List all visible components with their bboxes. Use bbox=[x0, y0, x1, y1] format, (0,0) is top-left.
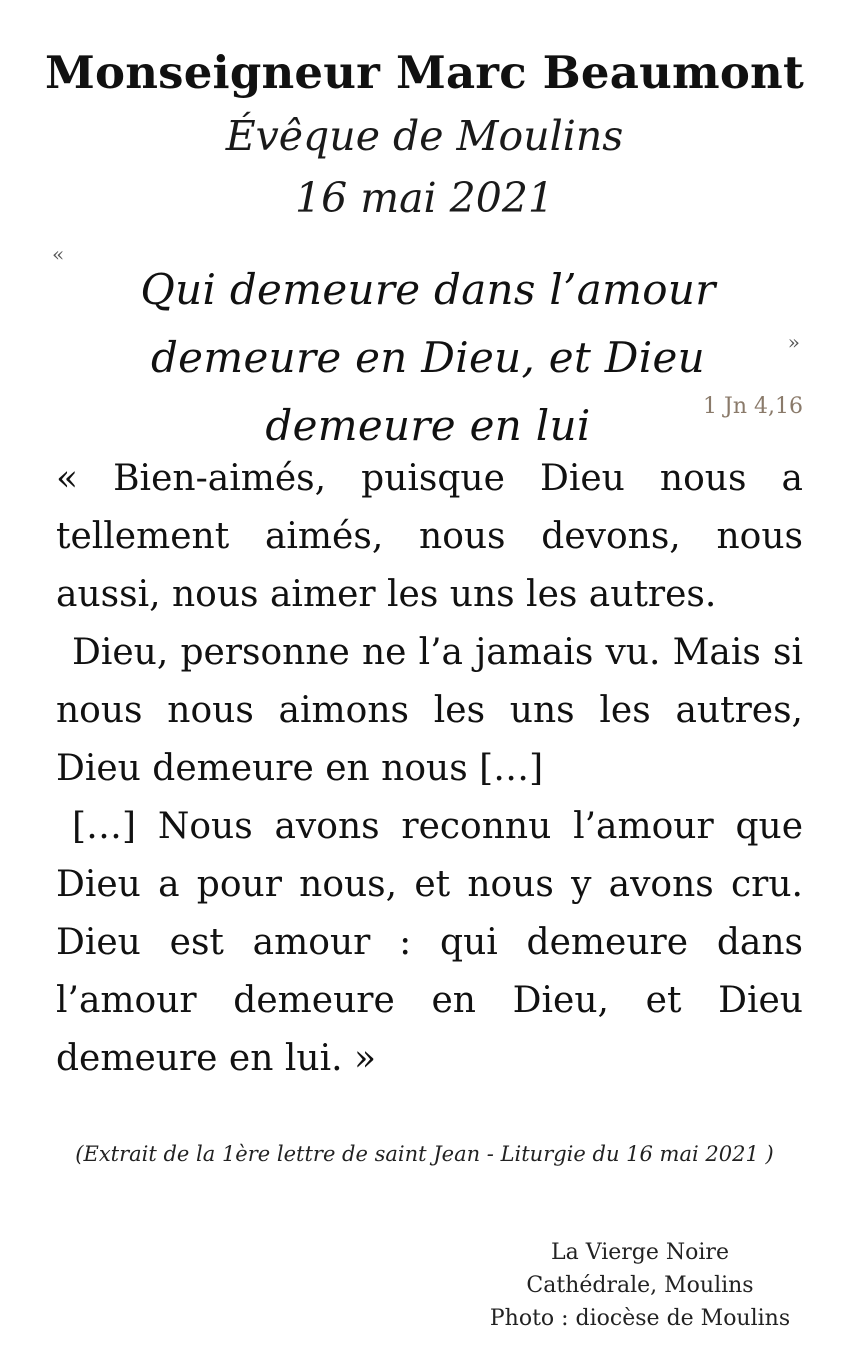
bishop-role: Évêque de Moulins bbox=[225, 112, 624, 160]
photo-caption bbox=[470, 1236, 810, 1335]
bishop-name: Monseigneur Marc Beaumont bbox=[45, 46, 804, 99]
caption-line: La Vierge Noire bbox=[551, 1240, 729, 1265]
quote-text: Qui demeure dans l’amour demeure en Dieu, et Dieu demeure en lui bbox=[140, 265, 716, 450]
extract-source: (Extrait de la 1ère lettre de saint Jean - Liturgie du 16 mai 2021 ) bbox=[75, 1142, 774, 1166]
body-paragraph: « Bien-aimés, puisque Dieu nous a tellement aimés, nous devons, nous aussi, nous aimer les uns les autres. bbox=[56, 458, 803, 615]
caption-line: Photo : diocèse de Moulins bbox=[489, 1306, 791, 1331]
scripture-reference: 1 Jn 4,16 bbox=[703, 394, 803, 419]
body-text bbox=[56, 450, 803, 1088]
date: 16 mai 2021 bbox=[294, 174, 554, 222]
body-paragraph: […] Nous avons reconnu l’amour que Dieu a pour nous, et nous y avons cru. Dieu est amour : qui demeure dans l’amour demeure en Dieu, et Dieu demeure en lui. » bbox=[56, 806, 803, 1079]
caption-line: Cathédrale, Moulins bbox=[526, 1273, 754, 1298]
quote-open-mark: « bbox=[52, 242, 65, 266]
quote-close-mark: » bbox=[787, 330, 800, 354]
body-paragraph: Dieu, personne ne l’a jamais vu. Mais si nous nous aimons les uns les autres, Dieu demeure en nous […] bbox=[56, 632, 803, 789]
